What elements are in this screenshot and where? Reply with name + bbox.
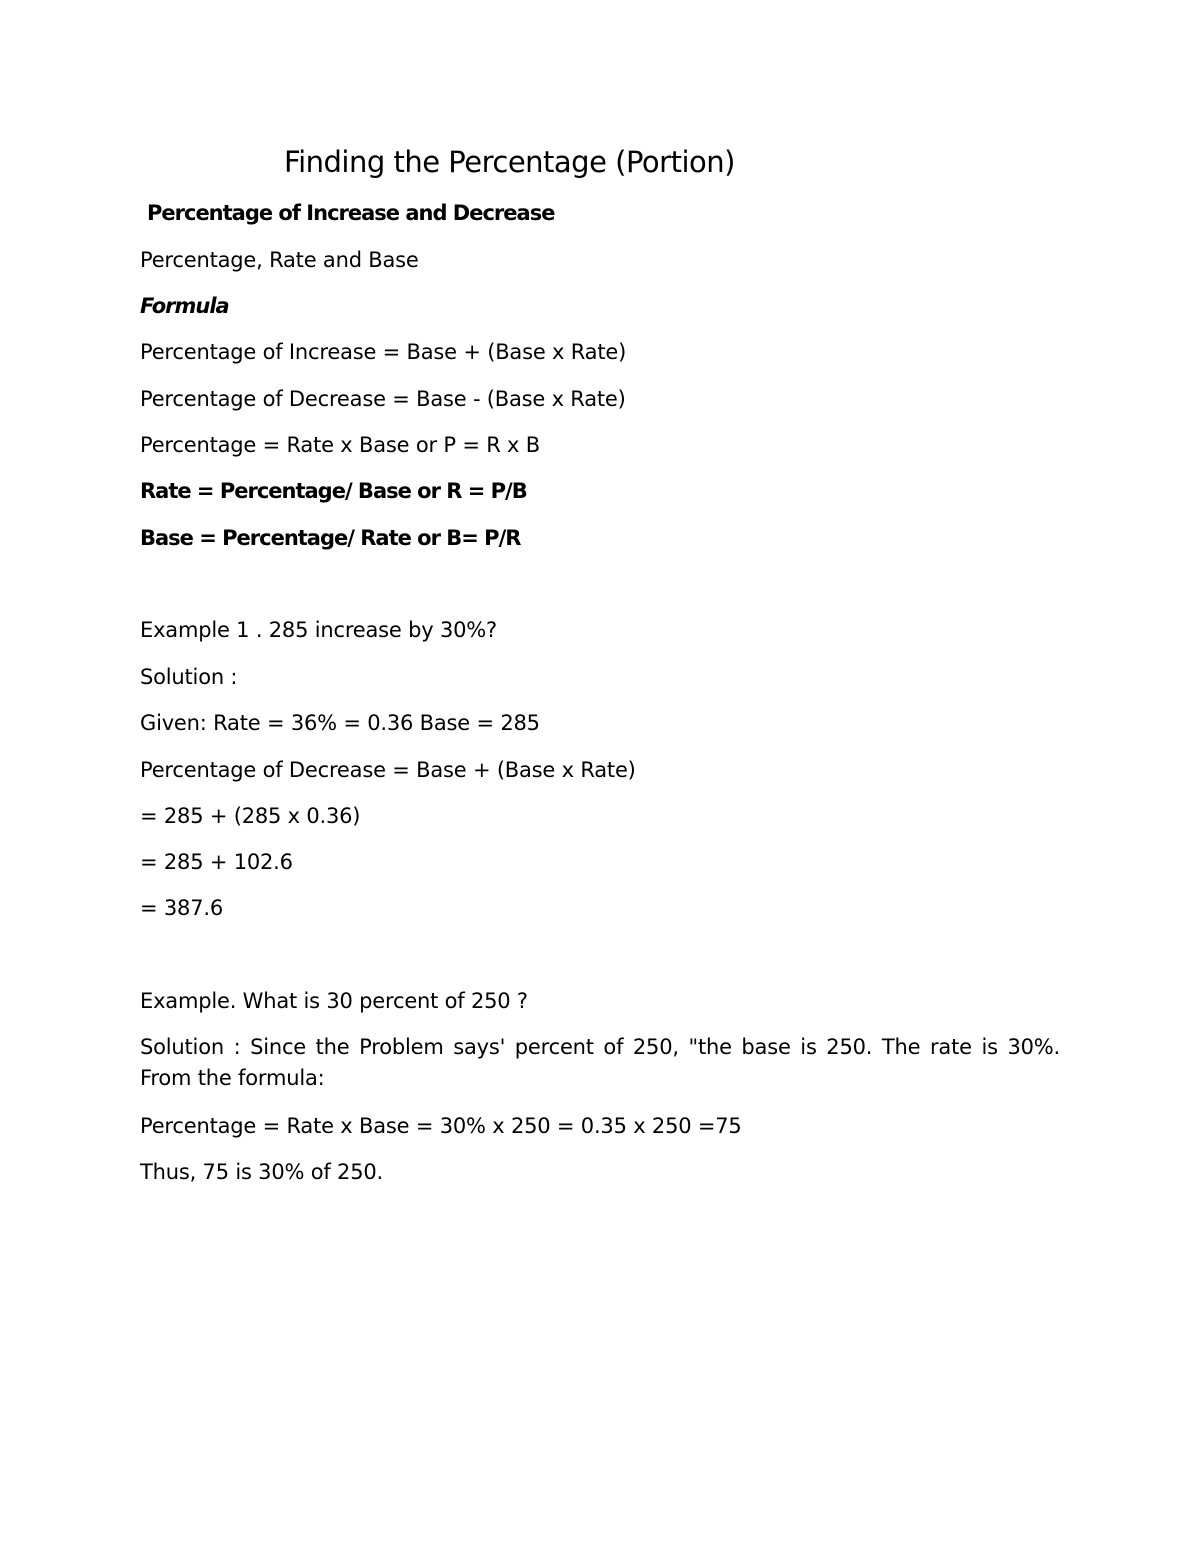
section-heading: Percentage of Increase and Decrease — [147, 201, 555, 225]
example1-step: = 285 + (285 x 0.36) — [140, 804, 361, 828]
example2-solution: Solution : Since the Problem says' percent of 250, "the base is 250. The rate is 30%. From the formula: — [140, 1035, 1060, 1090]
formula-decrease: Percentage of Decrease = Base - (Base x Rate) — [140, 387, 626, 411]
intro-text: Percentage, Rate and Base — [140, 248, 419, 272]
formula-increase: Percentage of Increase = Base + (Base x Rate) — [140, 340, 627, 364]
formula-base: Base = Percentage/ Rate or B= P/R — [140, 526, 521, 550]
example2-question: Example. What is 30 percent of 250 ? — [140, 989, 528, 1013]
formula-percentage: Percentage = Rate x Base or P = R x B — [140, 433, 540, 457]
example2-conclusion: Thus, 75 is 30% of 250. — [140, 1160, 384, 1184]
page-title: Finding the Percentage (Portion) — [284, 145, 735, 179]
example2-computation: Percentage = Rate x Base = 30% x 250 = 0.35 x 250 =75 — [140, 1114, 742, 1138]
formula-heading: Formula — [140, 294, 229, 318]
example1-step: = 285 + 102.6 — [140, 850, 293, 874]
example1-question: Example 1 . 285 increase by 30%? — [140, 618, 497, 642]
example1-solution-label: Solution : — [140, 665, 238, 689]
formula-rate: Rate = Percentage/ Base or R = P/B — [140, 479, 527, 503]
example1-step: = 387.6 — [140, 896, 223, 920]
example1-given: Given: Rate = 36% = 0.36 Base = 285 — [140, 711, 540, 735]
example1-step: Percentage of Decrease = Base + (Base x Rate) — [140, 758, 636, 782]
